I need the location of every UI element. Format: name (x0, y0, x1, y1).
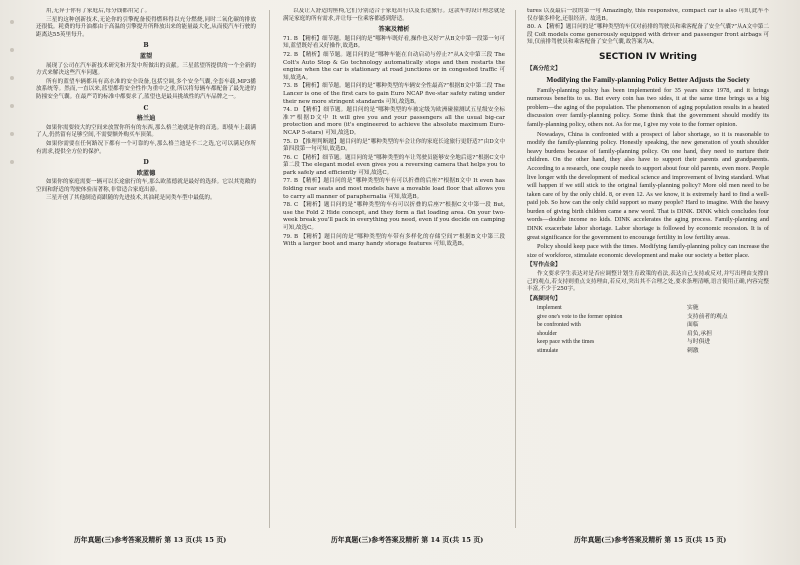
answer-item: 78. C 【精析】题目问的是“哪种类型的车有可以折叠的后座?”根据C文中第一段 But, use the Fold 2 Hide concept, and they form a flat loading area. On your two-week break you'll pack in everything you need, even if you decide on camping 可知,故选C。 (283, 202, 505, 232)
phrase-row (537, 347, 728, 356)
paragraph: 如果你需要较大的空间来放置你所有的东西,那么格兰迪就是你的首选。即使车上载满了人,仍然留有足够空间,不需要额外购买车顶架。 (36, 124, 256, 139)
binding-hole (10, 48, 14, 52)
phrase-row (537, 304, 728, 313)
phrases-tag: 【高频词句】 (527, 295, 561, 302)
paragraph: 展现了公司在汽车新技术研究和开发中所做出的贡献。三星蓝望所提供的一个全新的方式来解决这些汽车问题。 (36, 62, 256, 77)
answer-item: 79. B 【精析】题目问的是“哪种类型的车带有多样化的存储空间?”根据B文中第三段 With a larger boot and many handy storage features 可知,故选B。 (283, 233, 505, 248)
section-letter-d: D (143, 159, 149, 167)
binding-holes (10, 20, 16, 530)
essay-paragraph: Nowadays, China is confronted with a prospect of labor shortage, so it is reasonable to modify the family-planning policy. Honestly speaking, the new generation of youth shoulder heavy burdens because of family-planning policy. On one hand, they need to nurture their children. On the other hand, they also have to support their parents and grandparents. According to a research, one couple needs to support about four old parents, even more. People live longer with the development of medical science and improvement of living standard. What will happen if we still stick to the original family-planning policy? More old men need to be taken care of by the only child. 8, or even 12. As we know, it is extremely hard to find a well-paid job. So how can the only child support so many people? Hard to imagine. With the heavy burden of giving birth children came a new word. That is DINK. DINK which concludes four words—double income no kids. DINK accelerates the aging process. Family-planning and DINK exacerbate labor shortage. Labor shortage is followed by economic recession. It is of great significance for the government to encourage fertility in low fertility areas. (527, 130, 769, 241)
section-letter-b: B (143, 42, 149, 50)
column-page-14 (283, 8, 505, 528)
answer-item: 76. C 【精析】细节题。题目问的是“哪种类型的车让驾驶员能够安全地后退?”根据C文中第二段 The elegant model even gives you a reversing camera that helps you to park safely and efficiently 可知,故选C。 (283, 154, 505, 176)
phrase-row (537, 313, 728, 322)
paragraph: 以及让人舒适的座椅,它们分别适合于家庭出行以及长途旅行。这款车的设计理念就是满足家庭的所有需求,并让每一位乘客都感到舒适。 (283, 8, 505, 22)
phrase-zh: 肩负,承担 (687, 330, 713, 337)
phrase-table (537, 304, 728, 356)
section-title-b: 蓝望 (139, 52, 153, 60)
paragraph: 三星的这种创新技术,无论你的引擎配备使得燃料得以充分燃烧,同时二氧化碳的排放还很低。耗费的每升油都由于高温的引擎提升所释放出来的能量最大化,从而使汽车行驶的距离达55英里每升。 (36, 16, 256, 38)
paragraph: 三星开创了其他制造商跟随的先进技术,其油耗是同类车型中最低的。 (46, 195, 216, 202)
binding-hole (10, 104, 14, 108)
binding-hole (10, 20, 14, 24)
column-page-13 (36, 8, 256, 528)
binding-hole (10, 76, 14, 80)
answer-item: 72. B 【精析】细节题。题目问的是“哪种车能在自动启动与停止?”从A文中第三段 The Colt's Auto Stop & Go technology automatically stops and then restarts the engine when the car is stationary at road junctions or in congested traffic 可知,故选A。 (283, 51, 505, 81)
phrase-row (537, 322, 728, 331)
paragraph: 如果你需要在任何路况下都有一个可靠的车,那么格兰迪是不二之选,它可以满足你所有需求,提供全方位的保护。 (36, 140, 256, 155)
page-footer: 历年真题(三)参考答案及精析 第 14 页(共 15 页) (331, 536, 484, 544)
phrase-row (537, 330, 728, 339)
phrase-en: be confronted with (537, 322, 581, 329)
answer-item: 75. D 【推理判断题】题目问的是“哪种类型的车会让你的家庭长途旅行更舒适?”由D文中第四段第一句可知,故选D。 (283, 138, 505, 153)
column-page-15 (527, 8, 769, 528)
binding-hole (10, 160, 14, 164)
phrase-zh: 面临 (687, 322, 699, 329)
section-title-d: 欧蓝德 (136, 169, 156, 177)
phrase-zh: 刺激 (687, 347, 699, 354)
section-letter-c: C (143, 104, 149, 112)
section-heading: SECTION IV Writing (598, 51, 697, 62)
writing-tips-tag: 【写作点金】 (527, 262, 561, 269)
phrase-en: give one's vote to the former opinion (537, 313, 623, 320)
section-title-c: 格兰迪 (136, 115, 156, 123)
phrase-zh: 支持前者的观点 (687, 313, 728, 320)
answers-heading: 答案及精析 (378, 26, 410, 34)
phrase-zh: 实施 (687, 304, 699, 311)
writing-tips: 作文要求学生表达对是否应调整计划生育政策的看法,表达自己支持或反对,并写出理由支撑自己的观点,若支持则重点支持理由,若反对,突出其不合理之处,要求条理清晰,语言使用正确,内容完整丰富,不少于250字。 (527, 271, 769, 293)
phrase-zh: 与时俱进 (687, 339, 711, 346)
page-footer: 历年真题(三)参考答案及精析 第 15 页(共 15 页) (574, 536, 727, 544)
model-essay-tag: 【高分范文】 (527, 65, 561, 72)
answer-item: 80. A 【精析】题目问的是“哪种类型的车仅对前排的驾驶员和乘客配备了安全气囊?”从A文中第二段 Colt models come generously equipped with driver and passenger front airbags 可知,仅前排驾驶员和乘客配备了安全气囊,故答案为A。 (527, 24, 769, 46)
paragraph: 如果你的家庭需要一辆可以长途旅行的车,那么欧蓝德就是最好的选择。它以其宽敞的空间和舒适的驾驶体验而著称,非常适合家庭出游。 (36, 179, 256, 193)
phrase-row (537, 339, 728, 348)
column-divider (269, 10, 270, 528)
essay-paragraph: Policy should keep pace with the times. Modifying family-planning policy can increase the size of workforce, stimulate economic development and make our society a better place. (527, 243, 769, 259)
essay-title: Modifying the Family-planning Policy Better Adjusts the Society (546, 74, 750, 84)
essay-paragraph: Family-planning policy has been implemented for 35 years since 1978, and it brings numerous benefits to us. But every coin has two sides, it at the same time brings us a big problem—the aging of the population. The phenomenon of aging population results in a heated discussion over family-planning policy. Some think that the government should modify its family-planning policy, others not. As for me, I give my vote to the former opinion. (527, 86, 769, 128)
paragraph: 所有的蓝望车辆都具有高水准的安全设备,包括空调,多个安全气囊,全套车载,MP3播放系统等。然而,一直以来,蓝望都将安全性作为重中之重,所以将每辆车都配备了最先进的防撞安全气囊。在最严苛的标准中都要求了,蓝望也是最具挑战性的汽车品牌之一。 (36, 78, 256, 100)
answer-item: 74. D 【精析】细节题。题目问的是“哪种类型的车被定级为欧洲碰撞测试五星级安全标准?”根据D文中 It will give you and your passengers all the usual big-car protection and more (it's engineered to achieve the absolute maximum Euro-NCAP 5-stars) 可知,故选D。 (283, 107, 505, 136)
answer-item: 71. B 【精析】细节题。题目问的是“哪种车既好看,操作也又好?”从B文中第一段第一句可知,蓝望既好看又好操作,故选B。 (283, 35, 505, 50)
phrase-en: implement (537, 304, 562, 311)
binding-hole (10, 132, 14, 136)
phrase-en: stimulate (537, 347, 559, 354)
paragraph: 用,无异于你有了家庭后,每分钱都用完了。 (46, 8, 151, 14)
answer-continuation: tures 以及最后一段的第一句 Amazingly, this responsive, compact car is also 可知,此车不仅存储多样化,还很经济。故选B。 (527, 8, 769, 22)
column-divider (515, 10, 516, 528)
answer-item: 73. B 【精析】细节题。题目问的是“哪种类型的车辆安全性最高?”根据B文中第二段 The Lancer is one of the first cars to gain Euro NCAP five-star safety rating under their new more stringent standards 可知,故选B。 (283, 83, 505, 105)
phrase-en: keep pace with the times (537, 339, 595, 346)
phrase-en: shoulder (537, 330, 557, 337)
answer-item: 77. B 【精析】题目问的是“哪种类型的车有可以折叠的后座?”根据B文中 It even has folding rear seats and most models have a movable load floor that allows you to carry all manner of paraphernalia 可知,故选B。 (283, 178, 505, 200)
page-footer: 历年真题(三)参考答案及精析 第 13 页(共 15 页) (74, 536, 227, 544)
